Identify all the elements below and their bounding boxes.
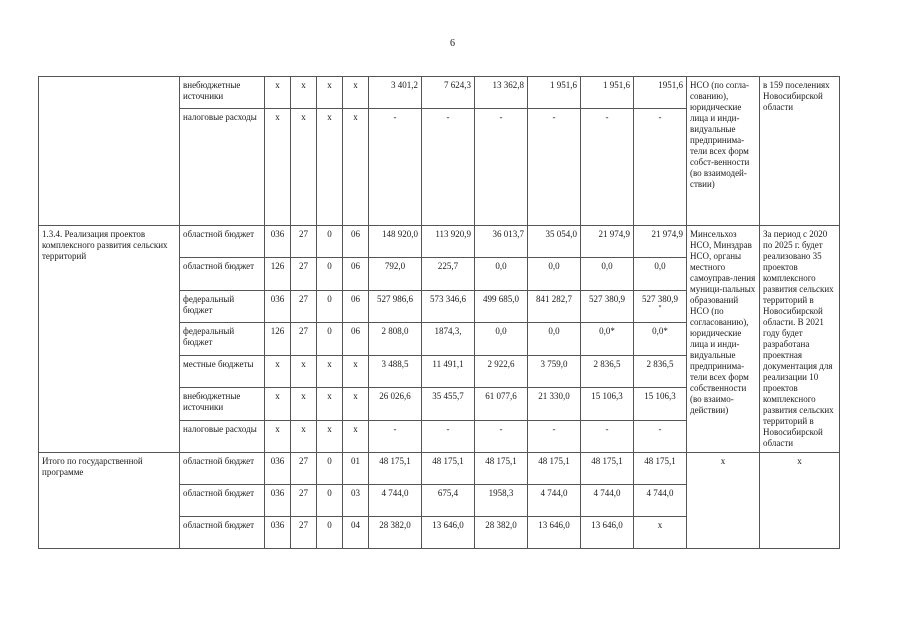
code-cell: 0 [317,517,343,549]
source-cell: федеральный бюджет [180,323,265,355]
value-cell: 13 646,0 [581,517,634,549]
code-cell: 04 [343,517,369,549]
code-cell: 01 [343,453,369,485]
value-cell: 527 986,6 [369,290,422,322]
value-cell: - [369,109,422,226]
value-cell: 225,7 [422,258,475,290]
code-cell: 06 [343,323,369,355]
value-cell: 0,0 [528,323,581,355]
value-cell: 841 282,7 [528,290,581,322]
value-cell: 0,0 [528,258,581,290]
source-cell: внебюджетные источники [180,77,265,109]
value-cell: 48 175,1 [528,453,581,485]
value-cell: 21 974,9 [634,226,687,258]
value-cell: 36 013,7 [475,226,528,258]
code-cell: х [265,388,291,420]
source-cell: федеральный бюджет [180,290,265,322]
code-cell: 27 [291,226,317,258]
value-cell: 499 685,0 [475,290,528,322]
value-cell: 48 175,1 [634,453,687,485]
value-cell: 792,0 [369,258,422,290]
code-cell: 0 [317,323,343,355]
value-cell: 2 922,6 [475,355,528,387]
code-cell: х [343,77,369,109]
code-cell: х [291,420,317,452]
value-cell: 2 836,5 [581,355,634,387]
code-cell: 27 [291,290,317,322]
value-cell: - [422,420,475,452]
value-cell: 13 362,8 [475,77,528,109]
value-cell: 2 808,0 [369,323,422,355]
table-row [39,226,840,258]
code-cell: 27 [291,517,317,549]
code-cell: 126 [265,258,291,290]
value-cell: 13 646,0 [422,517,475,549]
value-cell: - [581,420,634,452]
value-cell: 48 175,1 [422,453,475,485]
code-cell: 0 [317,290,343,322]
code-cell: х [317,420,343,452]
code-cell: х [265,77,291,109]
value-cell: - [369,420,422,452]
source-cell: внебюджетные источники [180,388,265,420]
code-cell: 036 [265,290,291,322]
value-cell: 26 026,6 [369,388,422,420]
measure-title-cell: 1.3.4. Реализация проектов комплексного развития сельских территорий [39,226,180,453]
code-cell: 036 [265,517,291,549]
result-cell: х [760,453,840,549]
code-cell: 27 [291,323,317,355]
value-cell: 61 077,6 [475,388,528,420]
value-cell: х [634,517,687,549]
value-cell: 0,0 [475,323,528,355]
table-row [39,453,840,485]
value-cell: 3 759,0 [528,355,581,387]
value-cell: - [528,109,581,226]
executor-cell: Минсельхоз НСО, Минздрав НСО, органы местного самоуправ-ления муници-пальных образований НСО (по согласованию), юридические лица и инди-видуальные предпринима-тели всех форм собственности (во взаимо-действии) [687,226,760,453]
value-cell: 21 330,0 [528,388,581,420]
value-cell: 48 175,1 [581,453,634,485]
value-cell: 0,0* [581,323,634,355]
code-cell: х [317,355,343,387]
value-cell: 28 382,0 [369,517,422,549]
code-cell: х [291,388,317,420]
value-cell: 0,0 [475,258,528,290]
value-cell: 0,0* [634,323,687,355]
value-text: 527 380,9 [642,293,678,304]
code-cell: х [343,355,369,387]
code-cell: 0 [317,258,343,290]
value-cell: - [422,109,475,226]
page-number: 6 [450,38,455,49]
code-cell: х [317,388,343,420]
value-cell: 3 401,2 [369,77,422,109]
value-cell: 675,4 [422,485,475,517]
source-cell: областной бюджет [180,258,265,290]
code-cell: 0 [317,226,343,258]
value-cell: 28 382,0 [475,517,528,549]
code-cell: 06 [343,258,369,290]
value-cell: 4 744,0 [581,485,634,517]
source-cell: областной бюджет [180,226,265,258]
value-cell: 4 744,0 [369,485,422,517]
value-cell: 48 175,1 [475,453,528,485]
code-cell: х [265,109,291,226]
value-cell: 1 951,6 [581,77,634,109]
code-cell: 06 [343,226,369,258]
value-cell: 1874,3, [422,323,475,355]
value-cell: - [528,420,581,452]
value-cell: 15 106,3 [634,388,687,420]
source-cell: налоговые расходы [180,420,265,452]
code-cell: х [291,109,317,226]
code-cell: 0 [317,453,343,485]
executor-cell: х [687,453,760,549]
result-cell: За период с 2020 по 2025 г. будет реализовано 35 проектов комплексного развития сельских территорий в Новосибирской области. В 2021 году будет разработана проектная документация для реализации 10 проектов комплексного развития сельских территорий в Новосибирской области [760,226,840,453]
executor-cell: НСО (по согла-сованию), юридические лица и инди-видуальные предпринима-тели всех форм собст-венности (во взаимодей-ствии) [687,77,760,226]
total-title-cell: Итого по государственной программе [39,453,180,549]
value-cell: 35 455,7 [422,388,475,420]
value-cell: 11 491,1 [422,355,475,387]
value-cell: 0,0 [581,258,634,290]
value-cell: - [634,109,687,226]
code-cell: 03 [343,485,369,517]
source-cell: налоговые расходы [180,109,265,226]
source-cell: областной бюджет [180,453,265,485]
value-cell: 0,0 [634,258,687,290]
code-cell: 27 [291,485,317,517]
code-cell: 27 [291,453,317,485]
value-cell: 527 380,9 [581,290,634,322]
code-cell: 06 [343,290,369,322]
code-cell: х [291,77,317,109]
value-cell: 3 488,5 [369,355,422,387]
code-cell: х [317,109,343,226]
source-cell: местные бюджеты [180,355,265,387]
code-cell: 036 [265,485,291,517]
value-cell: 48 175,1 [369,453,422,485]
code-cell: х [343,109,369,226]
value-cell: 1951,6 [634,77,687,109]
program-table [38,76,840,549]
value-cell: 35 054,0 [528,226,581,258]
value-cell: 4 744,0 [528,485,581,517]
value-cell: 21 974,9 [581,226,634,258]
code-cell: 036 [265,226,291,258]
value-cell: 573 346,6 [422,290,475,322]
value-cell: - [475,420,528,452]
code-cell: 0 [317,485,343,517]
value-cell: 1958,3 [475,485,528,517]
value-cell: 113 920,9 [422,226,475,258]
value-cell: 4 744,0 [634,485,687,517]
value-cell: 148 920,0 [369,226,422,258]
value-cell: - [634,420,687,452]
value-cell: 1 951,6 [528,77,581,109]
source-cell: областной бюджет [180,485,265,517]
value-cell: 13 646,0 [528,517,581,549]
empty-measure-cell [39,77,180,226]
value-cell [634,290,687,322]
footnote-mark: * [658,304,662,311]
code-cell: 036 [265,453,291,485]
code-cell: х [317,77,343,109]
code-cell: х [265,420,291,452]
value-cell: 2 836,5 [634,355,687,387]
code-cell: 126 [265,323,291,355]
value-cell: - [475,109,528,226]
source-cell: областной бюджет [180,517,265,549]
code-cell: х [343,420,369,452]
value-cell: - [581,109,634,226]
value-cell: 15 106,3 [581,388,634,420]
code-cell: х [343,388,369,420]
code-cell: х [291,355,317,387]
code-cell: 27 [291,258,317,290]
result-cell: в 159 поселениях Новосибирской области [760,77,840,226]
table-row [39,77,840,109]
value-cell: 7 624,3 [422,77,475,109]
code-cell: х [265,355,291,387]
